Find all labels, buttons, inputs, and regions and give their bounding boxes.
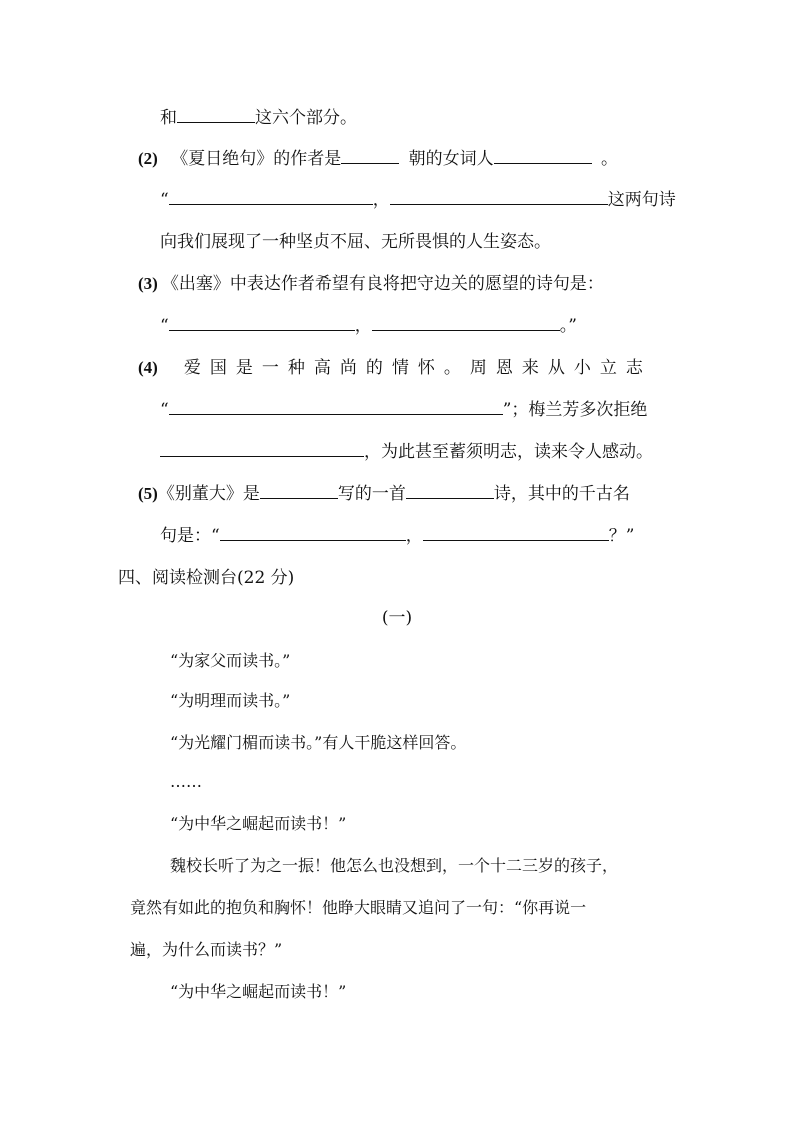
q4-number: (4) xyxy=(138,358,158,377)
story-line-text: …… xyxy=(170,772,202,791)
q2-line-3 xyxy=(160,230,551,254)
q2-blank-verse-2[interactable] xyxy=(390,188,608,205)
q2-text-b: 朝的女词人 xyxy=(408,149,494,169)
q4-mid: ”；梅兰芳多次拒绝 xyxy=(502,400,648,420)
q5-text-b: 写的一首 xyxy=(337,484,406,504)
story-line-text: 遍，为什么而读书？” xyxy=(130,940,283,959)
story-line xyxy=(170,649,290,673)
q3-line-2 xyxy=(160,314,577,338)
q5-line2-pre: 句是：“ xyxy=(160,526,220,546)
q5-blank-type[interactable] xyxy=(406,482,494,499)
q3-blank-verse-1[interactable] xyxy=(169,314,355,331)
story-line-text: “为光耀门楣而读书。”有人干脆这样回答。 xyxy=(170,733,467,752)
q2-text-c: 。 xyxy=(601,149,619,169)
story-line-text: “为中华之崛起而读书！” xyxy=(170,814,347,833)
q5-blank-verse-2[interactable] xyxy=(423,524,609,541)
story-line xyxy=(170,731,466,755)
q3-blank-verse-2[interactable] xyxy=(372,314,560,331)
q1-blank[interactable] xyxy=(177,106,255,123)
story-line xyxy=(170,770,202,794)
q4-quote-open: “ xyxy=(160,400,169,420)
q1-tail-post: 这六个部分。 xyxy=(255,108,357,128)
section-title-text: 四、阅读检测台(22 分) xyxy=(118,568,295,588)
story-line xyxy=(170,812,346,836)
q5-blank-verse-1[interactable] xyxy=(220,524,406,541)
q5-line-1 xyxy=(138,482,630,506)
q5-text-c: 诗，其中的千古名 xyxy=(493,484,630,504)
q4-text: 爱国是一种高尚的情怀。周恩来从小立志 xyxy=(183,358,652,378)
q1-tail-pre: 和 xyxy=(160,108,177,128)
q3-text: 《出塞》中表达作者希望有良将把守边关的愿望的诗句是： xyxy=(161,274,604,294)
q2-blank-verse-1[interactable] xyxy=(169,188,373,205)
q4-blank-zhou[interactable] xyxy=(169,398,503,415)
q3-end: 。” xyxy=(559,316,577,336)
q5-number: (5) xyxy=(138,484,158,503)
q2-text-a: 《夏日绝句》的作者是 xyxy=(171,149,342,169)
story-line-text: 竟然有如此的抱负和胸怀！他睁大眼睛又追问了一句：“你再说一 xyxy=(130,898,587,917)
q3-line-1 xyxy=(138,272,604,296)
story-line xyxy=(130,896,586,920)
story-line-text: “为明理而读书。” xyxy=(170,691,291,710)
story-line xyxy=(170,980,346,1004)
q5-end: ？” xyxy=(608,526,635,546)
q5-text-a: 《别董大》是 xyxy=(157,484,260,504)
q3-number: (3) xyxy=(138,274,158,293)
q2-line-1 xyxy=(138,147,618,171)
section-subtitle-text: (一) xyxy=(381,608,413,628)
story-line xyxy=(130,938,282,962)
q2-line3-text: 向我们展现了一种坚贞不屈、无所畏惧的人生姿态。 xyxy=(160,232,551,252)
q5-line-2 xyxy=(160,524,634,548)
q4-blank-mei[interactable] xyxy=(160,440,364,457)
q2-blank-poet[interactable] xyxy=(494,147,592,164)
q4-line-2 xyxy=(160,398,647,422)
q4-line-1 xyxy=(138,356,652,380)
story-line xyxy=(170,854,618,878)
q4-tail: ，为此甚至蓄须明志，读来令人感动。 xyxy=(364,442,653,462)
story-line-text: “为中华之崛起而读书！” xyxy=(170,982,347,1001)
q2-blank-dynasty[interactable] xyxy=(341,147,399,164)
q2-comma: ， xyxy=(372,190,390,210)
section-subtitle xyxy=(0,606,794,630)
q2-line-2 xyxy=(160,188,676,212)
section-title xyxy=(118,566,294,590)
q4-line-3 xyxy=(160,440,653,464)
story-line-text: 魏校长听了为之一振！他怎么也没想到，一个十二三岁的孩子， xyxy=(170,856,619,875)
q5-blank-author[interactable] xyxy=(260,482,338,499)
q2-quote-open: “ xyxy=(160,190,169,210)
q5-comma: ， xyxy=(405,526,423,546)
story-line xyxy=(170,689,290,713)
q2-number: (2) xyxy=(138,149,158,168)
q1-tail-line xyxy=(160,106,357,130)
q2-tail: 这两句诗 xyxy=(607,190,676,210)
q3-comma: ， xyxy=(354,316,372,336)
q3-quote-open: “ xyxy=(160,316,169,336)
story-line-text: “为家父而读书。” xyxy=(170,651,291,670)
